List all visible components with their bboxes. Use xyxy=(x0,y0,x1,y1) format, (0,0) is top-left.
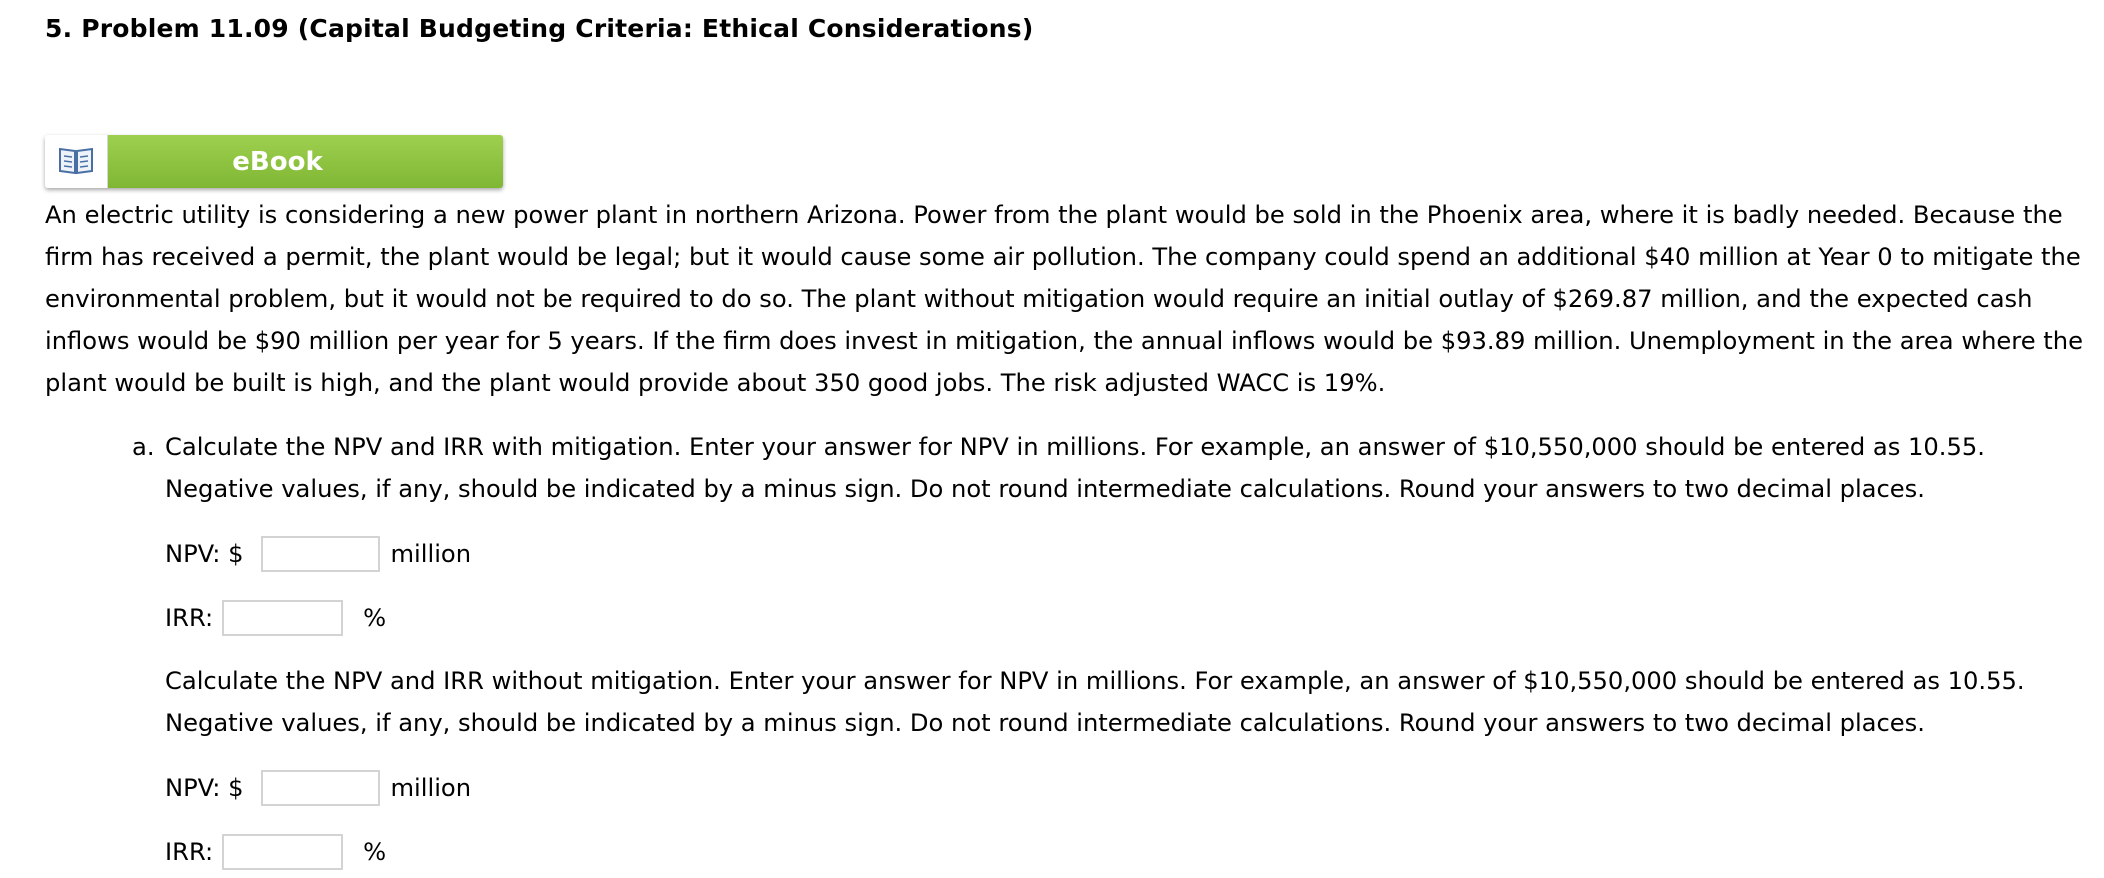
part-b-irr-input[interactable] xyxy=(222,834,343,870)
open-book-icon xyxy=(58,145,94,179)
problem-title: 5. Problem 11.09 (Capital Budgeting Criteria: Ethical Considerations) xyxy=(45,14,1034,43)
part-a-marker: a. xyxy=(132,433,155,461)
part-a-irr-input[interactable] xyxy=(222,600,343,636)
part-b-npv-unit: million xyxy=(390,774,472,802)
part-b-irr-row xyxy=(165,831,386,873)
ebook-button[interactable] xyxy=(45,135,503,188)
part-b-npv-label: NPV: $ xyxy=(165,774,244,802)
part-a-npv-row xyxy=(165,533,471,575)
part-b-section xyxy=(165,660,2095,744)
ebook-icon-container xyxy=(45,135,108,188)
problem-description-text: An electric utility is considering a new power plant in northern Arizona. Power from the plant would be sold in the Phoenix area, where it is badly needed. Because the firm has received a permit, the plant would be legal; but it would cause some air pollution. The company could spend an additional $40 million at Year 0 to mitigate the environmental problem, but it would not be required to do so. The plant without mitigation would require an initial outlay of $269.87 million, and the expected cash inflows would be $90 million per year for 5 years. If the firm does invest in mitigation, the annual inflows would be $93.89 million. Unemployment in the area where the plant would be built is high, and the plant would provide about 350 good jobs. The risk adjusted WACC is 19%. xyxy=(45,201,2083,397)
part-a-irr-label: IRR: xyxy=(165,604,214,632)
part-a-instruction-text: Calculate the NPV and IRR with mitigation. Enter your answer for NPV in millions. For example, an answer of $10,550,000 should be entered as 10.55. Negative values, if any, should be indicated by a minus sign. Do not round intermediate calculations. Round your answers to two decimal places. xyxy=(165,433,1985,503)
ebook-label: eBook xyxy=(108,135,503,188)
part-a-npv-input[interactable] xyxy=(261,536,380,572)
part-b-irr-label: IRR: xyxy=(165,838,214,866)
part-b-irr-unit: % xyxy=(363,838,387,866)
part-a-npv-label: NPV: $ xyxy=(165,540,244,568)
part-b-npv-row xyxy=(165,767,471,809)
part-a-irr-row xyxy=(165,597,386,639)
part-a-section xyxy=(132,426,2092,510)
part-b-npv-input[interactable] xyxy=(261,770,380,806)
problem-description xyxy=(45,194,2095,404)
part-a-irr-unit: % xyxy=(363,604,387,632)
part-a-npv-unit: million xyxy=(390,540,472,568)
part-b-instruction-text: Calculate the NPV and IRR without mitigation. Enter your answer for NPV in millions. For example, an answer of $10,550,000 should be entered as 10.55. Negative values, if any, should be indicated by a minus sign. Do not round intermediate calculations. Round your answers to two decimal places. xyxy=(165,667,2025,737)
part-a-instruction xyxy=(132,426,2092,510)
